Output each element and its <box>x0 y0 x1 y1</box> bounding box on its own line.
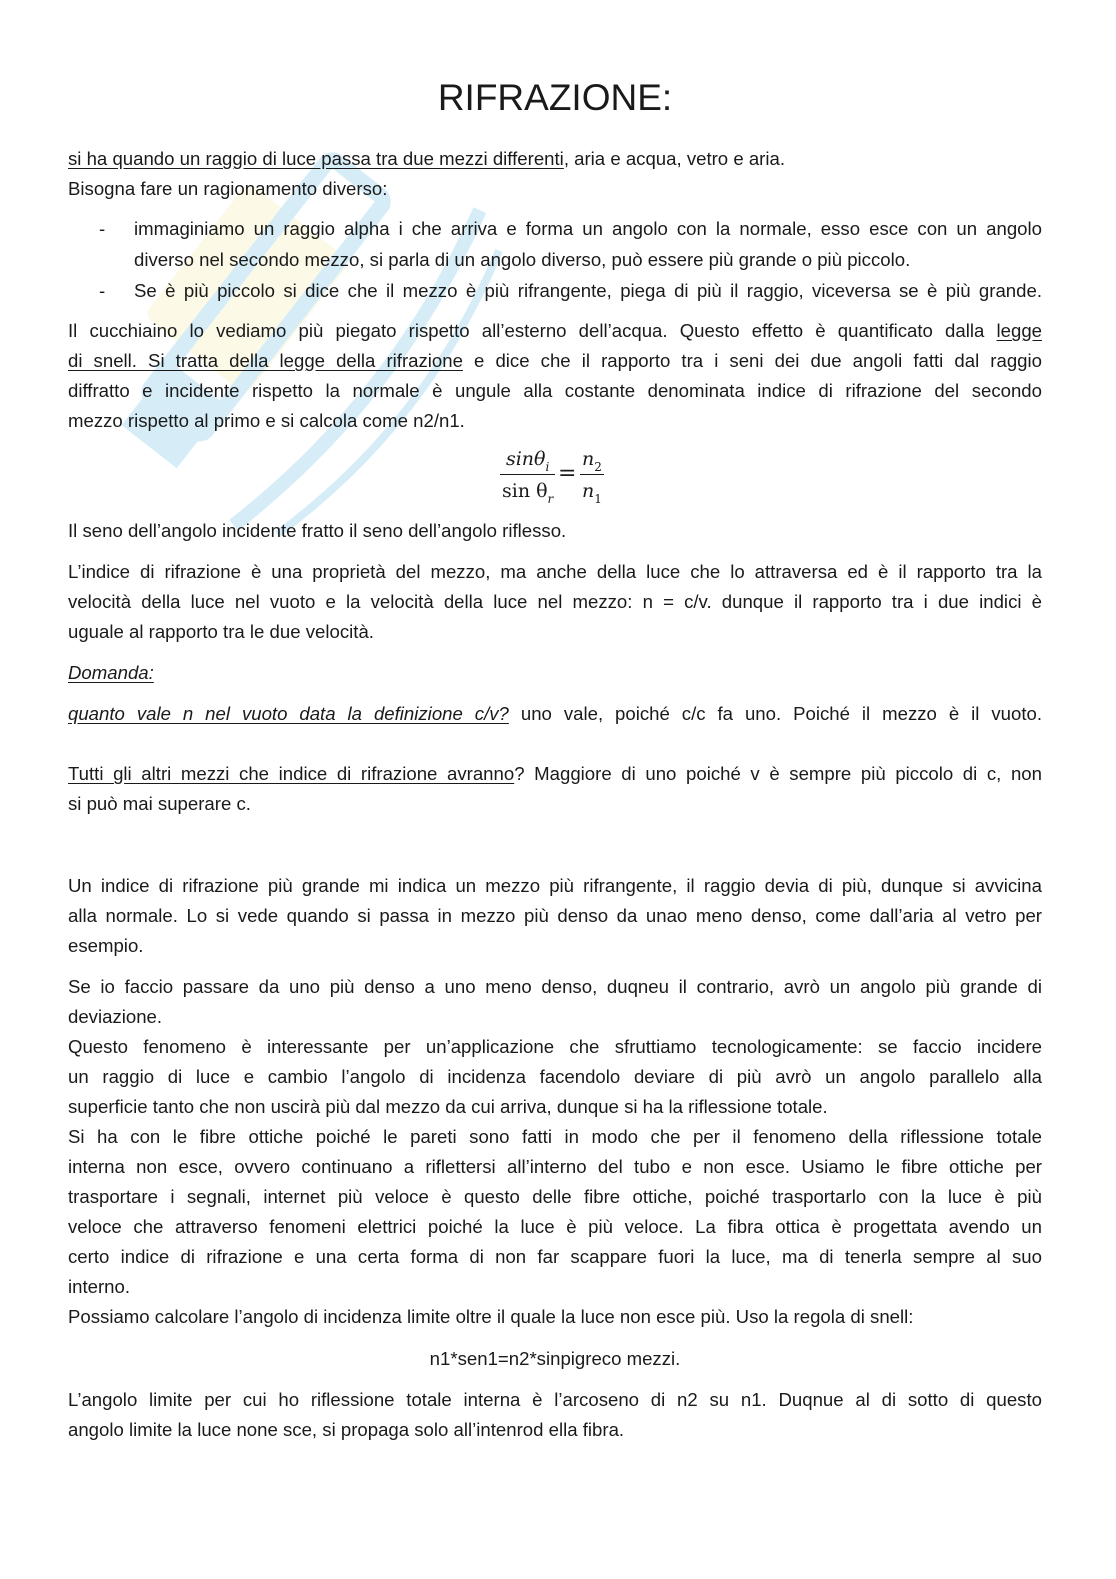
formula-text: n <box>582 480 595 502</box>
formula-subscript: i <box>545 460 550 474</box>
paragraph-line: Un indice di rifrazione più grande mi indica un mezzo più rifrangente, il raggio devia di più, dunque si avvicina <box>68 875 1042 896</box>
paragraph-line: deviazione. <box>68 1006 163 1027</box>
paragraph-line: interno. <box>68 1276 131 1297</box>
answer-text: uno vale, poiché c/c fa uno. Poiché il mezzo è il vuoto. <box>508 703 1042 724</box>
formula-text: sinθ <box>505 448 546 470</box>
intro-underlined: si ha quando un raggio di luce passa tra due mezzi differenti <box>68 148 564 169</box>
paragraph-line: interna non esce, ovvero continuano a riflettersi all’interno del tubo e non esce. Usiamo le fibre ottiche per <box>68 1156 1042 1177</box>
paragraph-line: superficie tanto che non uscirà più dal mezzo da cui arriva, dunque si ha la riflessione totale. <box>68 1096 828 1117</box>
paragraph-line: alla normale. Lo si vede quando si passa in mezzo più denso da unao meno denso, come dall’aria al vetro per <box>68 905 1042 926</box>
paragraph-line: angolo limite la luce none sce, si propaga solo all’intenrod ella fibra. <box>68 1419 625 1440</box>
bullet-1-line-2: diverso nel secondo mezzo, si parla di un angolo diverso, può essere più grande o più piccolo. <box>134 249 911 270</box>
formula-equals: = <box>558 461 577 486</box>
intro-rest: , aria e acqua, vetro e aria. <box>563 148 785 169</box>
indice-line-1: L’indice di rifrazione è una proprietà del mezzo, ma anche della luce che lo attraversa ed è il rapporto tra la <box>68 561 1042 582</box>
domanda-label: Domanda: <box>68 662 154 683</box>
question-1 <box>68 699 1042 729</box>
intro-line <box>68 144 1042 174</box>
question-2-line-1 <box>68 759 1042 789</box>
fraction-sines <box>500 444 555 507</box>
reasoning-line: Bisogna fare un ragionamento diverso: <box>68 178 388 199</box>
snell-underlined: di snell. Si tratta della legge della rifrazione <box>68 350 463 371</box>
paragraph-line: trasportare i segnali, internet più veloce è questo delle fibre ottiche, poiché trasportarlo con la luce è più <box>68 1186 1042 1207</box>
answer-text: ? Maggiore di uno poiché v è sempre più piccolo di c, non <box>514 763 1042 784</box>
snell-line-2 <box>68 346 1042 376</box>
snell-line-4: mezzo rispetto al primo e si calcola come n2/n1. <box>68 410 465 431</box>
bullet-1-line-1: immaginiamo un raggio alpha i che arriva e forma un angolo con la normale, esso esce con un angolo <box>134 218 1042 239</box>
snell-underlined: legge <box>996 320 1042 341</box>
bullet-marker: - <box>99 218 106 239</box>
indice-line-3: uguale al rapporto tra le due velocità. <box>68 621 374 642</box>
paragraph-line: Possiamo calcolare l’angolo di incidenza limite oltre il quale la luce non esce più. Uso la regola di snell: <box>68 1306 914 1327</box>
snell-line-3: diffratto e incidente rispetto la normale è ungule alla costante denominata indice di rifrazione del secondo <box>68 380 1042 401</box>
formula-subscript: 2 <box>594 460 602 474</box>
snell-text: e dice che il rapporto tra i seni dei due angoli fatti dal raggio <box>474 350 1042 371</box>
fraction-numerator <box>504 444 551 474</box>
question-text: Tutti gli altri mezzi che indice di rifrazione avranno <box>68 763 515 784</box>
indice-line-2: velocità della luce nel vuoto e la velocità della luce nel mezzo: n = c/v. dunque il rapporto tra i due indici è <box>68 591 1042 612</box>
paragraph-line: veloce che attraverso fenomeni elettrici poiché la luce è più veloce. La fibra ottica è progettata avendo un <box>68 1216 1042 1237</box>
snell-line-1 <box>68 316 1042 346</box>
formula-subscript: 1 <box>594 492 602 506</box>
formula-text: n <box>582 448 595 470</box>
bullet-marker: - <box>99 280 106 301</box>
paragraph-line: Se io faccio passare da uno più denso a uno meno denso, duqneu il contrario, avrò un angolo più grande di <box>68 976 1042 997</box>
paragraph-line: L’angolo limite per cui ho riflessione totale interna è l’arcoseno di n2 su n1. Duqnue al di sotto di questo <box>68 1389 1042 1410</box>
paragraph-line: Si ha con le fibre ottiche poiché le pareti sono fatti in modo che per il fenomeno della riflessione totale <box>68 1126 1042 1147</box>
fraction-denominator <box>500 475 555 507</box>
question-text: quanto vale n nel vuoto data la definizione c/v? <box>68 703 509 724</box>
fraction-indices <box>580 444 604 507</box>
paragraph-line: esempio. <box>68 935 144 956</box>
question-2-line-2: si può mai superare c. <box>68 793 251 814</box>
fraction-denominator <box>580 475 604 507</box>
snell-text: Il cucchiaino lo vediamo più piegato rispetto all’esterno dell’acqua. Questo effetto è quantificato dalla <box>68 320 985 341</box>
formula-text: sin θ <box>502 480 548 502</box>
paragraph-line: certo indice di rifrazione e una certa forma di non far scappare fuori la luce, ma di tenerla sempre al suo <box>68 1246 1042 1267</box>
bullet-2-line-1: Se è più piccolo si dice che il mezzo è più rifrangente, piega di più il raggio, viceversa se è più grande. <box>134 280 1042 301</box>
paragraph-line: un raggio di luce e cambio l’angolo di incidenza facendolo deviare di più avrò un angolo parallelo alla <box>68 1066 1042 1087</box>
fraction-numerator <box>580 444 604 474</box>
formula-subscript: r <box>547 492 554 506</box>
snell-formula <box>500 444 612 510</box>
equation-line: n1*sen1=n2*sinpigreco mezzi. <box>429 1348 681 1369</box>
seno-line: Il seno dell’angolo incidente fratto il seno dell’angolo riflesso. <box>68 520 567 541</box>
paragraph-line: Questo fenomeno è interessante per un’applicazione che sfruttiamo tecnologicamente: se faccio incidere <box>68 1036 1042 1057</box>
page-title: RIFRAZIONE: <box>437 77 673 118</box>
